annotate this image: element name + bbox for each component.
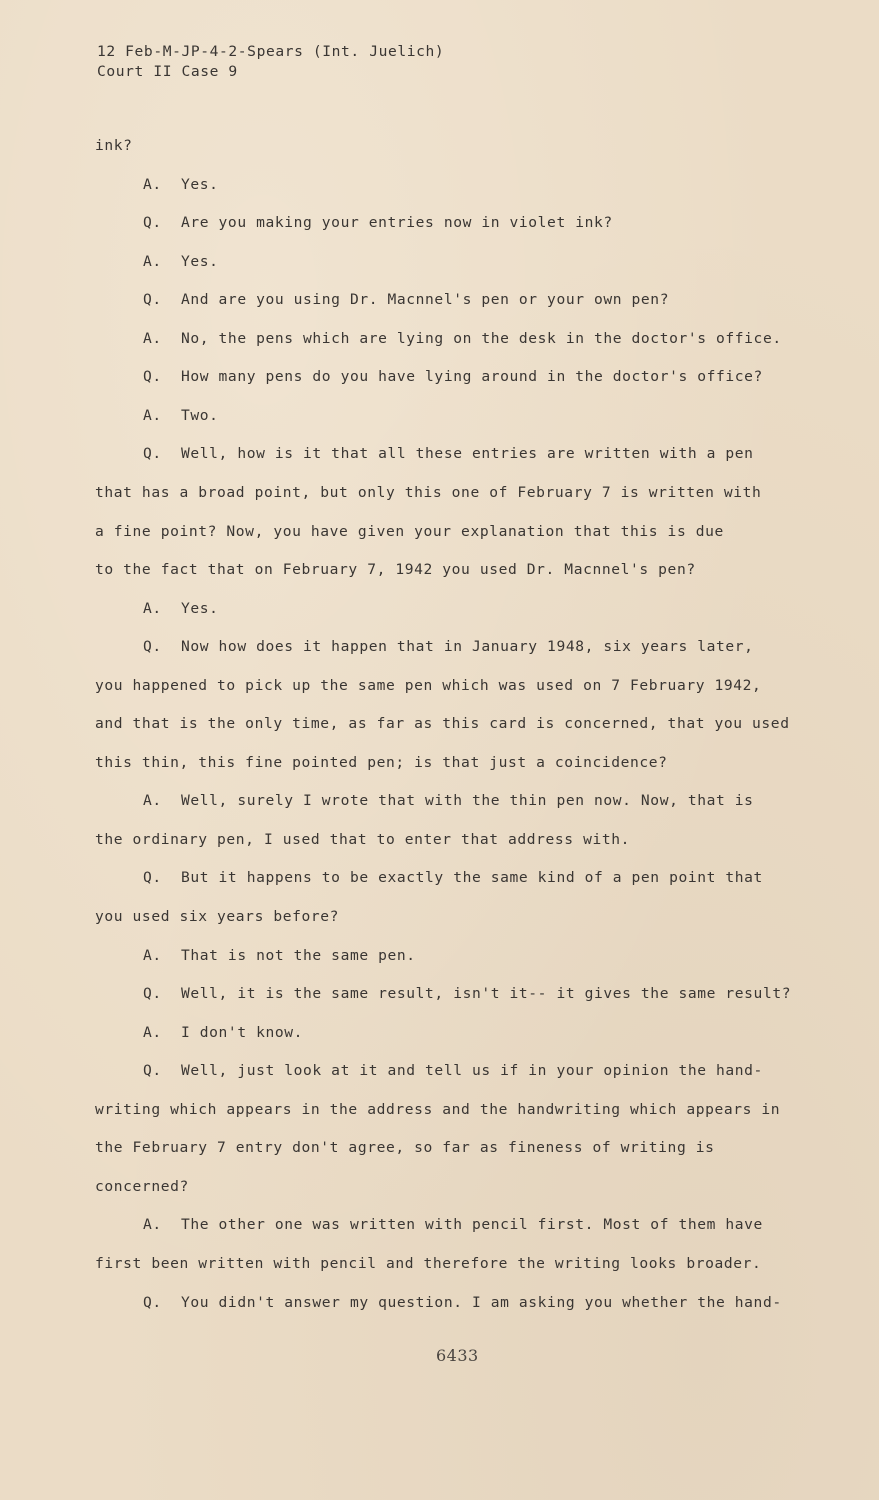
speaker-marker: A. xyxy=(143,946,162,964)
speaker-marker: A. xyxy=(143,1216,162,1234)
continuation-line xyxy=(95,484,761,502)
line-text: I don't know. xyxy=(181,1023,304,1041)
question-line xyxy=(143,368,763,386)
speaker-marker: Q. xyxy=(143,985,162,1003)
question-line xyxy=(143,1062,763,1080)
continuation-line xyxy=(95,715,790,733)
line-text: a fine point? Now, you have given your explanation that this is due xyxy=(95,522,724,540)
line-text: and that is the only time, as far as this card is concerned, that you used xyxy=(95,715,790,733)
question-line xyxy=(143,445,754,463)
speaker-marker: A. xyxy=(143,252,162,270)
speaker-marker: A. xyxy=(143,406,162,424)
answer-line xyxy=(143,253,219,271)
line-text: That is not the same pen. xyxy=(181,946,416,964)
line-text: Yes. xyxy=(181,175,219,193)
line-text: ink? xyxy=(95,137,133,154)
speaker-marker: Q. xyxy=(143,291,162,309)
answer-line xyxy=(143,947,416,965)
line-text: Two. xyxy=(181,406,219,424)
line-text: the February 7 entry don't agree, so far as fineness of writing is xyxy=(95,1139,715,1157)
answer-line xyxy=(143,1024,303,1042)
continuation-line xyxy=(95,1255,761,1273)
line-text: first been written with pencil and therefore the writing looks broader. xyxy=(95,1254,762,1272)
speaker-marker: A. xyxy=(143,175,162,193)
line-text: the ordinary pen, I used that to enter that address with. xyxy=(95,830,631,848)
answer-line xyxy=(143,176,219,194)
line-text: Well, it is the same result, isn't it-- it gives the same result? xyxy=(181,985,792,1003)
question-line xyxy=(143,214,613,232)
continuation-line xyxy=(95,1178,189,1196)
continuation-line xyxy=(95,137,133,155)
line-text: You didn't answer my question. I am asking you whether the hand- xyxy=(181,1293,782,1311)
line-text: No, the pens which are lying on the desk in the doctor's office. xyxy=(181,329,782,347)
line-text: The other one was written with pencil first. Most of them have xyxy=(181,1216,763,1234)
line-text: that has a broad point, but only this one of February 7 is written with xyxy=(95,483,762,501)
line-text: Now how does it happen that in January 1948, six years later, xyxy=(181,638,754,656)
answer-line xyxy=(143,407,219,425)
speaker-marker: A. xyxy=(143,792,162,810)
question-line xyxy=(143,869,763,887)
line-text: Yes. xyxy=(181,599,219,617)
continuation-line xyxy=(95,908,339,926)
answer-line xyxy=(143,600,219,618)
line-text: Are you making your entries now in violet ink? xyxy=(181,214,613,232)
continuation-line xyxy=(95,561,696,579)
continuation-line xyxy=(95,523,724,541)
answer-line xyxy=(143,330,782,348)
line-text: But it happens to be exactly the same kind of a pen point that xyxy=(181,869,763,887)
header-line-2: Court II Case 9 xyxy=(97,63,238,80)
page-number: 6433 xyxy=(436,1346,479,1365)
line-text: you used six years before? xyxy=(95,908,340,925)
speaker-marker: A. xyxy=(143,1023,162,1041)
line-text: writing which appears in the address and the handwriting which appears in xyxy=(95,1100,781,1118)
line-text: this thin, this fine pointed pen; is that just a coincidence? xyxy=(95,753,668,771)
line-text: you happened to pick up the same pen which was used on 7 February 1942, xyxy=(95,676,762,694)
question-line xyxy=(143,638,754,656)
continuation-line xyxy=(95,1139,715,1157)
speaker-marker: Q. xyxy=(143,445,162,463)
speaker-marker: A. xyxy=(143,329,162,347)
speaker-marker: A. xyxy=(143,599,162,617)
answer-line xyxy=(143,792,754,810)
line-text: And are you using Dr. Macnnel's pen or your own pen? xyxy=(181,291,670,309)
question-line xyxy=(143,291,669,309)
continuation-line xyxy=(95,677,761,695)
speaker-marker: Q. xyxy=(143,1293,162,1311)
continuation-line xyxy=(95,754,668,772)
line-text: How many pens do you have lying around in the doctor's office? xyxy=(181,368,763,386)
question-line xyxy=(143,985,791,1003)
line-text: to the fact that on February 7, 1942 you used Dr. Macnnel's pen? xyxy=(95,561,696,578)
line-text: Well, just look at it and tell us if in your opinion the hand- xyxy=(181,1062,763,1080)
continuation-line xyxy=(95,831,630,849)
line-text: Well, surely I wrote that with the thin pen now. Now, that is xyxy=(181,792,754,810)
header-line-1: 12 Feb-M-JP-4-2-Spears (Int. Juelich) xyxy=(97,43,445,60)
question-line xyxy=(143,1294,782,1312)
speaker-marker: Q. xyxy=(143,368,162,386)
line-text: concerned? xyxy=(95,1177,189,1195)
speaker-marker: Q. xyxy=(143,1062,162,1080)
speaker-marker: Q. xyxy=(143,869,162,887)
continuation-line xyxy=(95,1101,780,1119)
line-text: Well, how is it that all these entries are written with a pen xyxy=(181,445,754,463)
speaker-marker: Q. xyxy=(143,638,162,656)
line-text: Yes. xyxy=(181,252,219,270)
speaker-marker: Q. xyxy=(143,214,162,232)
answer-line xyxy=(143,1216,763,1234)
